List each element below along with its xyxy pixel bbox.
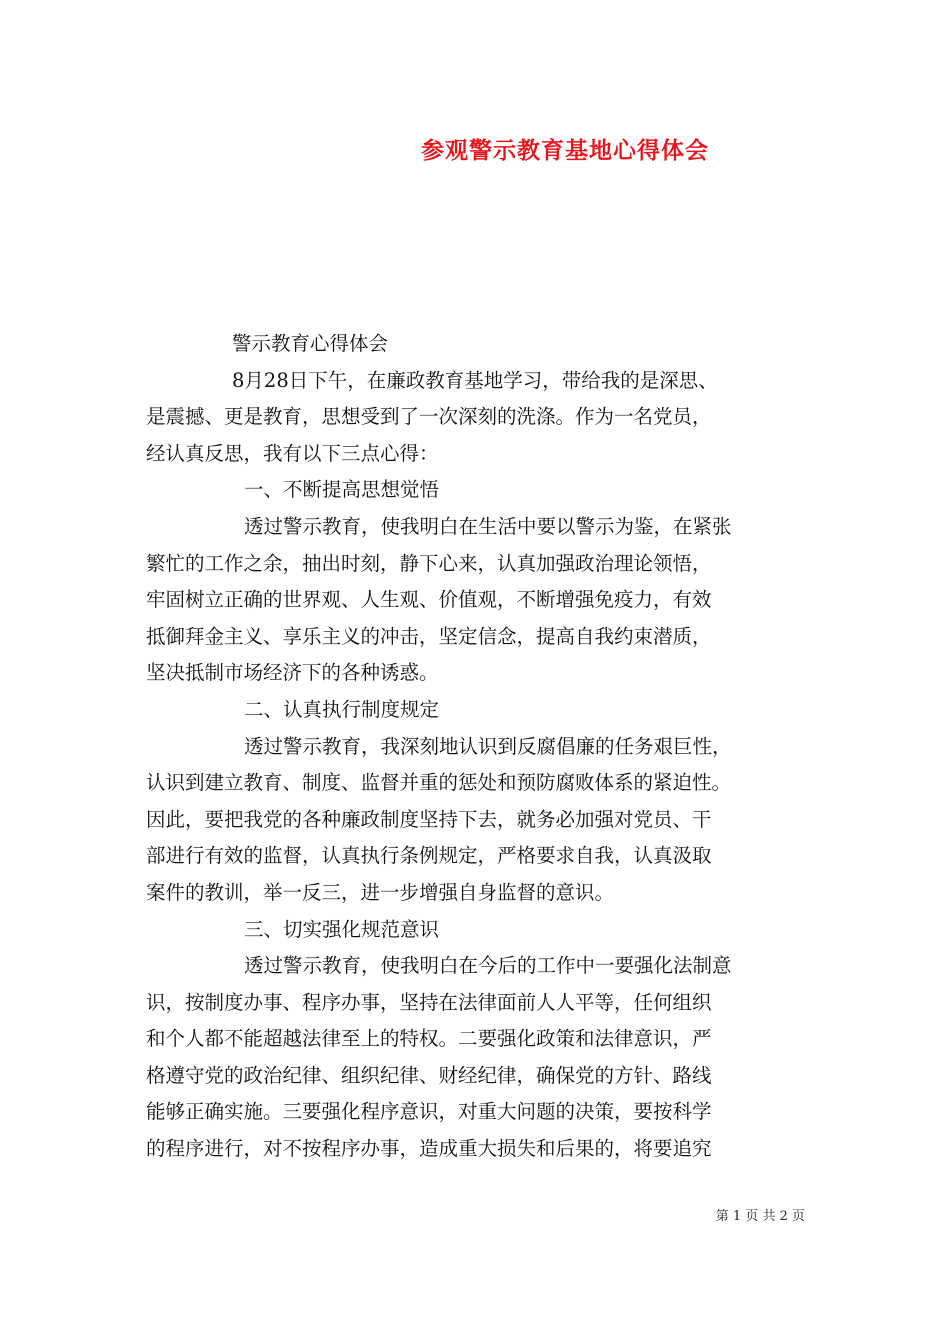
section-heading-3: 三、切实强化规范意识 xyxy=(244,917,440,941)
paragraph-line: 牢固树立正确的世界观、人生观、价值观，不断增强免疫力，有效 xyxy=(146,588,712,612)
paragraph-line: 的程序进行，对不按程序办事，造成重大损失和后果的，将要追究 xyxy=(146,1137,712,1161)
document-subtitle: 警示教育心得体会 xyxy=(232,332,389,355)
paragraph-line: 8月28日下午，在廉政教育基地学习，带给我的是深思、 xyxy=(232,368,718,392)
section-heading-1: 一、不断提高思想觉悟 xyxy=(244,478,440,502)
paragraph-line: 抵御拜金主义、享乐主义的冲击，坚定信念，提高自我约束潜质， xyxy=(146,624,712,648)
paragraph-line: 经认真反思，我有以下三点心得： xyxy=(146,441,439,465)
page-number: 第 1 页 共 2 页 xyxy=(715,1209,805,1224)
paragraph-line: 部进行有效的监督，认真执行条例规定，严格要求自我，认真汲取 xyxy=(146,844,712,868)
paragraph-line: 认识到建立教育、制度、监督并重的惩处和预防腐败体系的紧迫性。 xyxy=(146,771,732,795)
paragraph-line: 案件的教训，举一反三，进一步增强自身监督的意识。 xyxy=(146,880,615,904)
paragraph-line: 因此，要把我党的各种廉政制度坚持下去，就务必加强对党员、干 xyxy=(146,807,712,831)
paragraph-line: 坚决抵制市场经济下的各种诱惑。 xyxy=(146,661,439,685)
paragraph-line: 透过警示教育，使我明白在今后的工作中一要强化法制意 xyxy=(244,954,732,978)
paragraph-line: 识，按制度办事、程序办事，坚持在法律面前人人平等，任何组织 xyxy=(146,990,712,1014)
paragraph-line: 和个人都不能超越法律至上的特权。二要强化政策和法律意识，严 xyxy=(146,1027,712,1051)
document-body xyxy=(146,326,812,1168)
paragraph-line: 是震撼、更是教育，思想受到了一次深刻的洗涤。作为一名党员， xyxy=(146,405,712,429)
paragraph-line: 透过警示教育，我深刻地认识到反腐倡廉的任务艰巨性， xyxy=(244,734,732,758)
document-title: 参观警示教育基地心得体会 xyxy=(421,137,709,164)
paragraph-line: 繁忙的工作之余，抽出时刻，静下心来，认真加强政治理论领悟， xyxy=(146,551,712,575)
section-heading-2: 二、认真执行制度规定 xyxy=(244,697,440,721)
paragraph-line: 格遵守党的政治纪律、组织纪律、财经纪律，确保党的方针、路线 xyxy=(146,1063,712,1087)
paragraph-line: 透过警示教育，使我明白在生活中要以警示为鉴，在紧张 xyxy=(244,514,732,538)
paragraph-line: 能够正确实施。三要强化程序意识，对重大问题的决策，要按科学 xyxy=(146,1100,712,1124)
